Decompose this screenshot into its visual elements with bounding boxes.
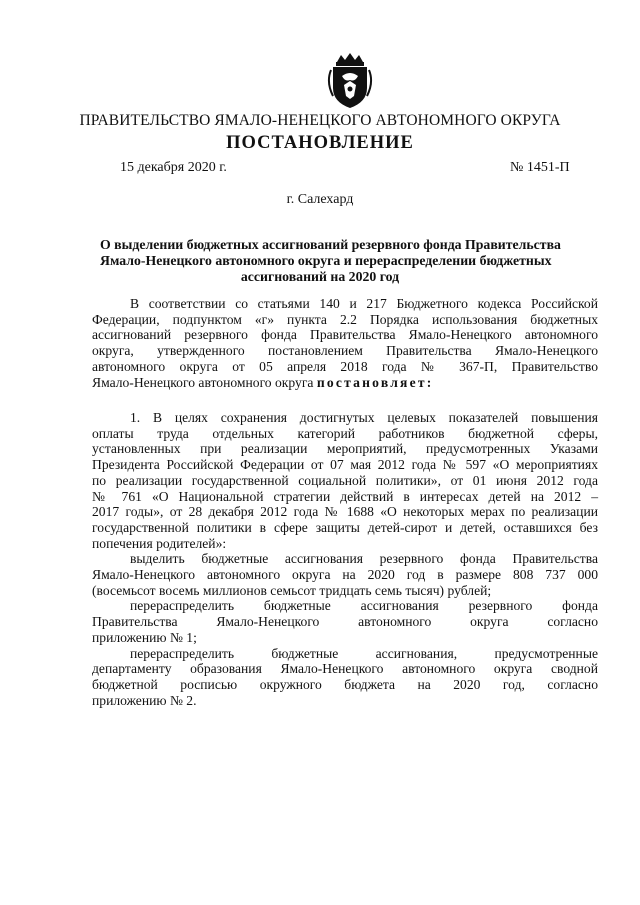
title-line: Ямало-Ненецкого автономного округа и перераспределении бюджетных <box>100 253 552 268</box>
resolves-keyword: постановляет: <box>316 374 434 390</box>
text-line: 2017 годы», от 28 декабря 2012 года № 1688 «О некоторых мерах по реализации <box>92 504 598 520</box>
document-number: № 1451-П <box>510 160 570 175</box>
document-title <box>100 237 561 285</box>
title-line: ассигнований на 2020 год <box>240 269 400 284</box>
text-line: Президента Российской Федерации от 07 мая 2012 года № 597 «О мероприятиях <box>92 457 598 473</box>
organization-name: ПРАВИТЕЛЬСТВО ЯМАЛО-НЕНЕЦКОГО АВТОНОМНОГО ОКРУГА <box>79 112 561 129</box>
document-type-heading: ПОСТАНОВЛЕНИЕ <box>226 133 414 153</box>
text-line: приложению № 2. <box>92 692 197 708</box>
text-line: В соответствии со статьями 140 и 217 Бюджетного кодекса Российской <box>130 296 598 311</box>
text-line: выделить бюджетные ассигнования резервного фонда Правительства <box>130 551 598 567</box>
text-line: 1. В целях сохранения достигнутых целевых показателей повышения <box>130 410 598 425</box>
text-line: оплаты труда отдельных категорий работников бюджетной сферы, <box>92 425 598 441</box>
text-line: государственной политики в сфере защиты детей-сирот и детей, оставшихся без <box>92 519 598 535</box>
text-fragment: Ямало-Ненецкого автономного округа <box>92 374 314 390</box>
intro-paragraph <box>92 296 598 390</box>
text-line: перераспределить бюджетные ассигнования, предусмотренные <box>130 645 598 661</box>
text-line: (восемьсот восемь миллионов семьсот тридцать семь тысяч) рублей; <box>92 582 492 598</box>
item-1-paragraph <box>92 410 598 708</box>
text-line: департаменту образования Ямало-Ненецкого автономного округа сводной <box>92 661 598 677</box>
text-line: приложению № 1; <box>92 629 197 645</box>
text-line: попечения родителей»: <box>92 535 227 551</box>
text-line: № 761 «О Национальной стратегии действий в интересах детей на 2012 – <box>92 488 598 504</box>
text-line: установленных при реализации мероприятий, предусмотренных Указами <box>92 441 598 457</box>
text-line: бюджетной росписью окружного бюджета на 2020 год, согласно <box>92 676 598 692</box>
text-line: Федерации, подпунктом «г» пункта 2.2 Порядка использования бюджетных <box>92 311 598 327</box>
document-city: г. Салехард <box>286 192 354 207</box>
text-line: по реализации государственной социальной политики», от 01 июня 2012 года <box>92 472 598 488</box>
yamal-nenets-coat-of-arms-icon <box>325 52 375 110</box>
text-line: перераспределить бюджетные ассигнования резервного фонда <box>130 598 598 614</box>
document-date: 15 декабря 2020 г. <box>120 160 227 175</box>
text-line <box>92 375 598 391</box>
text-line: округа, утвержденного постановлением Правительства Ямало-Ненецкого <box>92 343 598 359</box>
text-line: автономного округа от 05 апреля 2018 года № 367-П, Правительство <box>92 358 598 374</box>
text-line: ассигнований резервного фонда Правительства Ямало-Ненецкого автономного <box>92 327 598 343</box>
text-line: Правительства Ямало-Ненецкого автономного округа согласно <box>92 614 598 630</box>
title-line: О выделении бюджетных ассигнований резервного фонда Правительства <box>100 237 561 252</box>
text-line: Ямало-Ненецкого автономного округа на 2020 год в размере 808 737 000 <box>92 567 598 583</box>
